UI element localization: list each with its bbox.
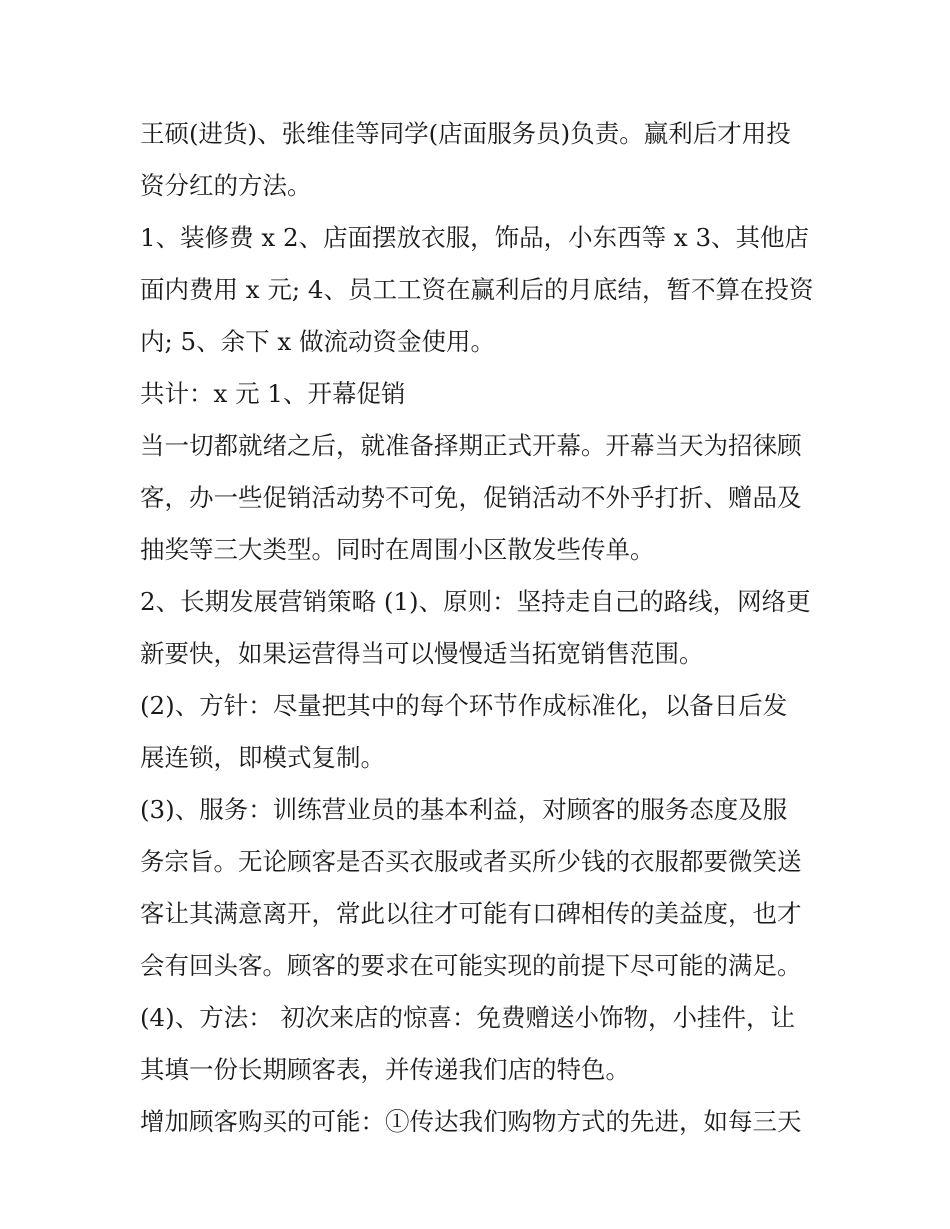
text-line: 1、装修费 x 2、店面摆放衣服，饰品，小东西等 x 3、其他店	[140, 223, 810, 252]
text-line: 资分红的方法。	[140, 171, 312, 200]
text-line: 当一切都就绪之后，就准备择期正式开幕。开幕当天为招徕顾	[140, 431, 802, 460]
text-line: 客让其满意离开，常此以往才可能有口碑相传的美益度，也才	[140, 899, 802, 928]
text-line: 会有回头客。顾客的要求在可能实现的前提下尽可能的满足。	[140, 951, 802, 980]
text-line: 客，办一些促销活动势不可免，促销活动不外乎打折、赠品及	[140, 483, 802, 512]
text-line: (3)、服务：训练营业员的基本利益，对顾客的服务态度及服	[140, 795, 788, 824]
text-line: 抽奖等三大类型。同时在周围小区散发些传单。	[140, 535, 655, 564]
text-line: (4)、方法： 初次来店的惊喜：免费赠送小饰物，小挂件，让	[140, 1003, 795, 1032]
text-line: 王硕(进货)、张维佳等同学(店面服务员)负责。赢利后才用投	[140, 119, 791, 148]
text-line: 展连锁，即模式复制。	[140, 743, 385, 772]
document-body	[140, 108, 820, 1148]
text-line: 增加顾客购买的可能：①传达我们购物方式的先进，如每三天	[140, 1107, 802, 1136]
text-line: 其填一份长期顾客表，并传递我们店的特色。	[140, 1055, 630, 1084]
text-line: 面内费用 x 元; 4、员工工资在赢利后的月底结，暂不算在投资	[140, 275, 814, 304]
text-line: 2、长期发展营销策略 (1)、原则：坚持走自己的路线，网络更	[140, 587, 811, 616]
text-line: 共计：x 元 1、开幕促销	[140, 379, 406, 408]
text-line: 内; 5、余下 x 做流动资金使用。	[140, 327, 496, 356]
text-line: 务宗旨。无论顾客是否买衣服或者买所少钱的衣服都要微笑送	[140, 847, 802, 876]
text-line: 新要快，如果运营得当可以慢慢适当拓宽销售范围。	[140, 639, 704, 668]
text-line: (2)、方针：尽量把其中的每个环节作成标准化，以备日后发	[140, 691, 788, 720]
